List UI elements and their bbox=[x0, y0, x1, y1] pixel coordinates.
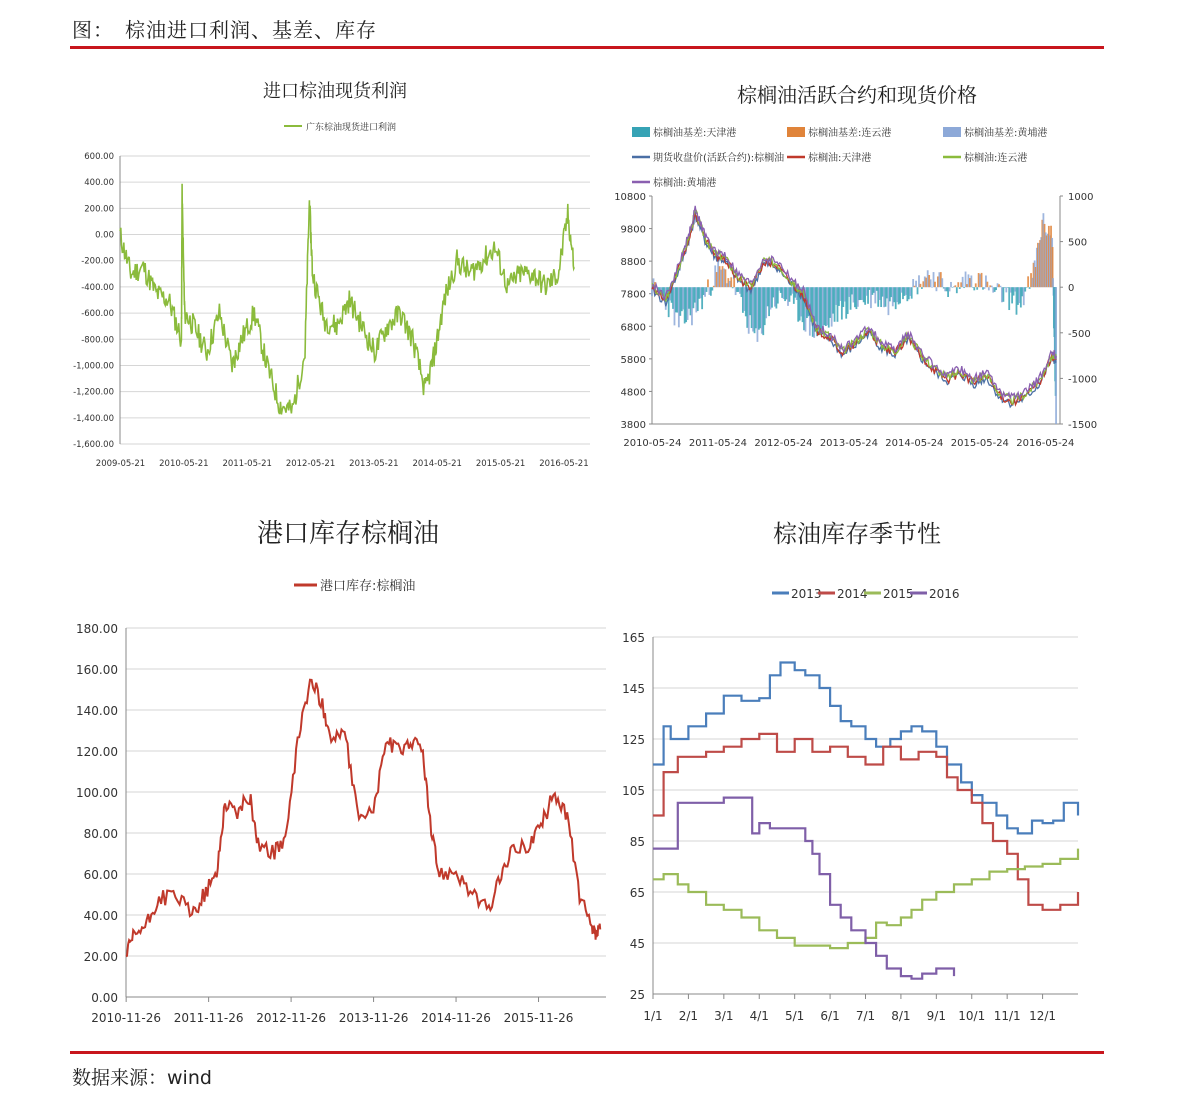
legend-label: 2015 bbox=[883, 587, 914, 601]
basis-bar bbox=[941, 278, 943, 287]
basis-bar bbox=[730, 277, 732, 287]
y-tick-label: -1,400.00 bbox=[73, 413, 114, 424]
basis-bar bbox=[954, 285, 956, 287]
basis-bar bbox=[1026, 287, 1028, 288]
basis-bar bbox=[952, 287, 954, 288]
y-tick-label: -1,600.00 bbox=[73, 440, 114, 450]
basis-bar bbox=[1024, 287, 1026, 291]
x-tick-label: 2009-05-21 bbox=[95, 459, 146, 469]
legend-label: 期货收盘价(活跃合约):棕榈油 bbox=[653, 153, 785, 164]
chart-inventory-seasonality bbox=[610, 505, 1104, 1040]
y-tick-label: 0.00 bbox=[91, 991, 118, 1005]
x-tick-label: 2010-05-24 bbox=[623, 438, 682, 449]
x-tick-label: 2010-11-26 bbox=[91, 1011, 162, 1025]
x-tick-label: 2012-05-21 bbox=[285, 459, 336, 469]
y-tick-label: 120.00 bbox=[76, 745, 118, 759]
legend-label: 棕榈油:连云港 bbox=[964, 153, 1028, 164]
x-tick-label: 3/1 bbox=[714, 1009, 734, 1023]
y-tick-label: 65 bbox=[629, 886, 645, 900]
legend-swatch bbox=[632, 127, 650, 137]
x-tick-label: 2015-05-21 bbox=[475, 459, 526, 469]
x-tick-label: 2014-05-24 bbox=[885, 438, 944, 449]
basis-bar bbox=[711, 287, 713, 290]
basis-bar bbox=[950, 282, 952, 287]
x-tick-label: 12/1 bbox=[1029, 1009, 1057, 1023]
x-tick-label: 7/1 bbox=[855, 1009, 876, 1023]
y-tick-label: -1,200.00 bbox=[73, 387, 114, 398]
basis-bar bbox=[920, 284, 922, 287]
basis-bar bbox=[1000, 286, 1002, 287]
x-tick-label: 2014-11-26 bbox=[421, 1011, 491, 1025]
x-tick-label: 1/1 bbox=[643, 1009, 663, 1023]
legend-label: 棕榈油基差:天津港 bbox=[653, 128, 737, 139]
basis-bar bbox=[962, 277, 964, 287]
basis-bar bbox=[1027, 276, 1029, 287]
x-tick-label: 2011-05-24 bbox=[688, 438, 747, 449]
y-tick-label: 200.00 bbox=[84, 204, 114, 215]
y-tick-label: 100.00 bbox=[76, 786, 118, 800]
x-tick-label: 2012-11-26 bbox=[256, 1011, 326, 1025]
y-tick-label: 400.00 bbox=[84, 178, 114, 189]
x-tick-label: 2/1 bbox=[678, 1009, 699, 1023]
legend-label: 棕榈油基差:连云港 bbox=[808, 128, 892, 139]
y-left-tick-label: 5800 bbox=[620, 354, 646, 366]
x-tick-label: 2016-05-24 bbox=[1016, 438, 1075, 449]
legend-label: 2014 bbox=[837, 587, 868, 601]
y-tick-label: 165 bbox=[622, 631, 645, 645]
basis-bar bbox=[986, 282, 988, 288]
y-tick-label: 125 bbox=[622, 733, 645, 747]
x-tick-label: 2015-11-26 bbox=[503, 1011, 574, 1025]
chart-import-profit bbox=[70, 70, 600, 480]
x-tick-label: 2013-11-26 bbox=[338, 1011, 409, 1025]
data-source: 数据来源：wind bbox=[72, 1067, 212, 1089]
basis-bar bbox=[1005, 287, 1007, 292]
x-tick-label: 2016-05-21 bbox=[539, 459, 589, 469]
legend-label: 棕榈油:黄埔港 bbox=[653, 178, 717, 189]
y-left-tick-label: 9800 bbox=[620, 224, 646, 236]
basis-bar bbox=[1029, 287, 1031, 289]
legend-swatch bbox=[943, 127, 961, 137]
legend-label: 棕榈油:天津港 bbox=[808, 153, 872, 164]
basis-bar bbox=[970, 275, 972, 287]
legend-label: 港口库存:棕榈油 bbox=[320, 579, 416, 594]
top-divider bbox=[70, 46, 1104, 49]
basis-bar bbox=[981, 273, 983, 287]
basis-bar bbox=[911, 287, 913, 298]
basis-bar bbox=[706, 287, 708, 292]
x-tick-label: 4/1 bbox=[749, 1009, 769, 1023]
price-line bbox=[652, 210, 1056, 404]
y-tick-label: -800.00 bbox=[81, 335, 114, 346]
y-tick-label: 25 bbox=[629, 988, 645, 1002]
basis-bar bbox=[1002, 287, 1004, 302]
basis-bar bbox=[956, 287, 958, 293]
y-left-tick-label: 6800 bbox=[620, 322, 646, 334]
y-tick-label: -1,000.00 bbox=[73, 361, 114, 372]
y-tick-label: 80.00 bbox=[83, 827, 118, 841]
series-line-2014 bbox=[653, 734, 1078, 910]
legend-label: 棕榈油基差:黄埔港 bbox=[964, 128, 1048, 139]
x-tick-label: 2014-05-21 bbox=[412, 459, 462, 469]
x-tick-label: 2010-05-21 bbox=[159, 459, 209, 469]
x-tick-label: 2015-05-24 bbox=[950, 438, 1009, 449]
y-tick-label: 160.00 bbox=[76, 663, 118, 677]
chart-title: 港口库存棕榈油 bbox=[256, 519, 440, 549]
x-tick-label: 2013-05-24 bbox=[819, 438, 878, 449]
y-tick-label: 145 bbox=[622, 682, 645, 696]
legend-label: 2016 bbox=[929, 587, 960, 601]
y-right-tick-label: 0 bbox=[1068, 283, 1075, 295]
y-tick-label: 20.00 bbox=[83, 950, 118, 964]
basis-bar bbox=[930, 279, 932, 287]
basis-bar bbox=[991, 286, 993, 288]
basis-bar bbox=[707, 279, 709, 287]
y-tick-label: 40.00 bbox=[83, 909, 118, 923]
chart-title: 棕油库存季节性 bbox=[773, 520, 941, 548]
basis-bar bbox=[921, 287, 923, 289]
series-line-2016 bbox=[653, 798, 954, 979]
basis-bar bbox=[732, 287, 734, 288]
x-tick-label: 2011-05-21 bbox=[222, 459, 272, 469]
price-line bbox=[652, 213, 1056, 405]
x-tick-label: 8/1 bbox=[891, 1009, 911, 1023]
legend-label: 2013 bbox=[791, 587, 822, 601]
y-left-tick-label: 4800 bbox=[620, 387, 646, 399]
series-line-profit bbox=[120, 184, 574, 415]
basis-bar bbox=[1052, 278, 1054, 287]
x-tick-label: 2011-11-26 bbox=[173, 1011, 244, 1025]
y-tick-label: 45 bbox=[629, 937, 645, 951]
basis-bar bbox=[973, 287, 975, 290]
basis-bar bbox=[949, 287, 951, 291]
y-left-tick-label: 10800 bbox=[614, 192, 646, 203]
basis-bar bbox=[975, 283, 977, 287]
y-tick-label: 180.00 bbox=[76, 622, 118, 636]
y-tick-label: -600.00 bbox=[81, 309, 114, 320]
y-tick-label: 60.00 bbox=[83, 868, 118, 882]
y-left-tick-label: 7800 bbox=[620, 289, 646, 301]
basis-bar bbox=[976, 287, 978, 290]
chart-title: 进口棕油现货利润 bbox=[263, 81, 407, 102]
basis-bar bbox=[936, 287, 938, 291]
y-tick-label: 85 bbox=[629, 835, 645, 849]
y-right-tick-label: 1000 bbox=[1068, 192, 1094, 203]
x-tick-label: 10/1 bbox=[958, 1009, 986, 1023]
chart-port-inventory bbox=[70, 505, 610, 1040]
x-tick-label: 2013-05-21 bbox=[349, 459, 399, 469]
y-tick-label: 0.00 bbox=[95, 230, 114, 241]
y-tick-label: -400.00 bbox=[81, 282, 114, 293]
basis-bar bbox=[915, 281, 917, 287]
y-right-tick-label: -1500 bbox=[1068, 420, 1098, 431]
x-tick-label: 9/1 bbox=[926, 1009, 946, 1023]
basis-bar bbox=[995, 287, 997, 290]
basis-bar bbox=[917, 287, 919, 294]
y-right-tick-label: -500 bbox=[1068, 328, 1091, 340]
x-tick-label: 5/1 bbox=[785, 1009, 805, 1023]
basis-bar bbox=[963, 287, 965, 288]
y-left-tick-label: 3800 bbox=[620, 420, 646, 431]
y-left-tick-label: 8800 bbox=[620, 257, 646, 269]
x-tick-label: 2012-05-24 bbox=[754, 438, 813, 449]
y-tick-label: 105 bbox=[622, 784, 645, 798]
y-right-tick-label: 500 bbox=[1068, 237, 1088, 249]
y-tick-label: 600.00 bbox=[84, 152, 114, 162]
page-title: 图： 棕油进口利润、基差、库存 bbox=[72, 18, 377, 42]
x-tick-label: 11/1 bbox=[993, 1009, 1021, 1023]
basis-bar bbox=[988, 287, 990, 290]
basis-bar bbox=[931, 287, 933, 288]
basis-bar bbox=[959, 287, 961, 289]
y-tick-label: -200.00 bbox=[81, 256, 114, 267]
chart-active-contract-vs-spot bbox=[610, 70, 1104, 480]
x-tick-label: 6/1 bbox=[820, 1009, 840, 1023]
bottom-divider bbox=[70, 1051, 1104, 1054]
chart-title: 棕榈油活跃合约和现货价格 bbox=[737, 83, 977, 107]
legend-swatch bbox=[787, 127, 805, 137]
legend-label: 广东棕油现货进口利润 bbox=[306, 123, 397, 133]
price-line bbox=[652, 212, 1056, 407]
basis-bar bbox=[934, 282, 936, 287]
basis-bar bbox=[957, 282, 959, 287]
basis-bar bbox=[984, 287, 986, 289]
y-right-tick-label: -1000 bbox=[1068, 374, 1098, 386]
y-tick-label: 140.00 bbox=[76, 704, 118, 718]
